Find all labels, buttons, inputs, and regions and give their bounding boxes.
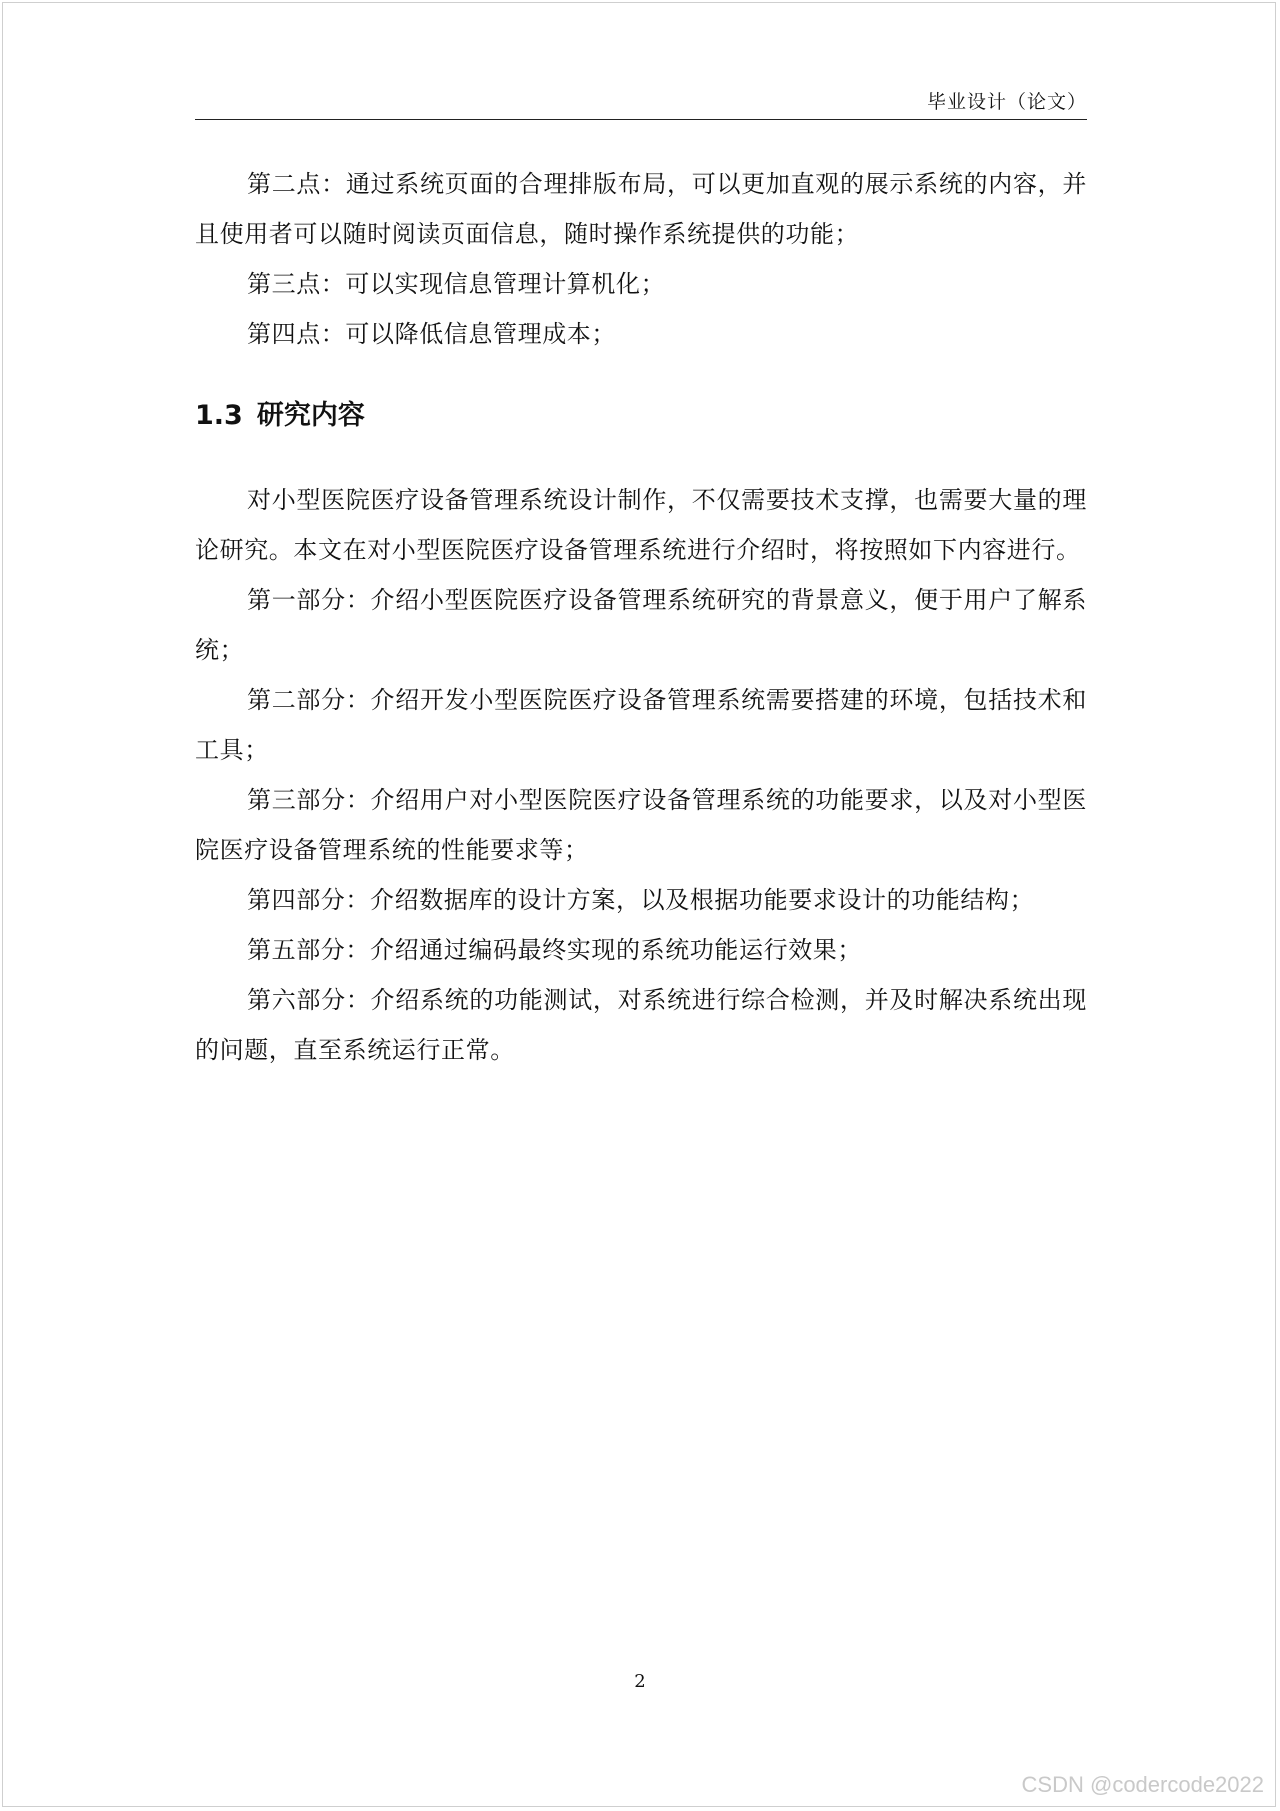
running-header: 毕业设计（论文） (926, 91, 1087, 113)
page-number: 2 (634, 1671, 646, 1692)
section-number: 1.3 (195, 400, 243, 431)
section-title: 研究内容 (256, 400, 365, 431)
paragraph-point-four: 第四点：可以降低信息管理成本； (247, 320, 616, 348)
header-rule (195, 119, 1087, 120)
watermark: CSDN @codercode2022 (1021, 1772, 1264, 1797)
paragraph-point-two: 第二点：通过系统页面的合理排版布局，可以更加直观的展示系统的内容，并且使用者可以随时阅读页面信息，随时操作系统提供的功能； (195, 170, 1087, 248)
paragraph-part-six: 第六部分：介绍系统的功能测试，对系统进行综合检测，并及时解决系统出现的问题，直至系统运行正常。 (195, 986, 1087, 1064)
paragraph-part-three: 第三部分：介绍用户对小型医院医疗设备管理系统的功能要求，以及对小型医院医疗设备管理系统的性能要求等； (195, 786, 1087, 864)
paragraph-point-three: 第三点：可以实现信息管理计算机化； (247, 270, 666, 298)
paragraph-part-two: 第二部分：介绍开发小型医院医疗设备管理系统需要搭建的环境，包括技术和工具； (195, 686, 1087, 764)
document-body (195, 159, 1087, 1075)
paragraph-research-intro: 对小型医院医疗设备管理系统设计制作，不仅需要技术支撑，也需要大量的理论研究。本文在对小型医院医疗设备管理系统进行介绍时，将按照如下内容进行。 (195, 486, 1087, 564)
paragraph-part-one: 第一部分：介绍小型医院医疗设备管理系统研究的背景意义，便于用户了解系统； (195, 586, 1087, 664)
paragraph-part-five: 第五部分：介绍通过编码最终实现的系统功能运行效果； (247, 936, 862, 964)
section-heading (195, 397, 1087, 435)
paragraph-part-four: 第四部分：介绍数据库的设计方案，以及根据功能要求设计的功能结构； (247, 886, 1035, 914)
